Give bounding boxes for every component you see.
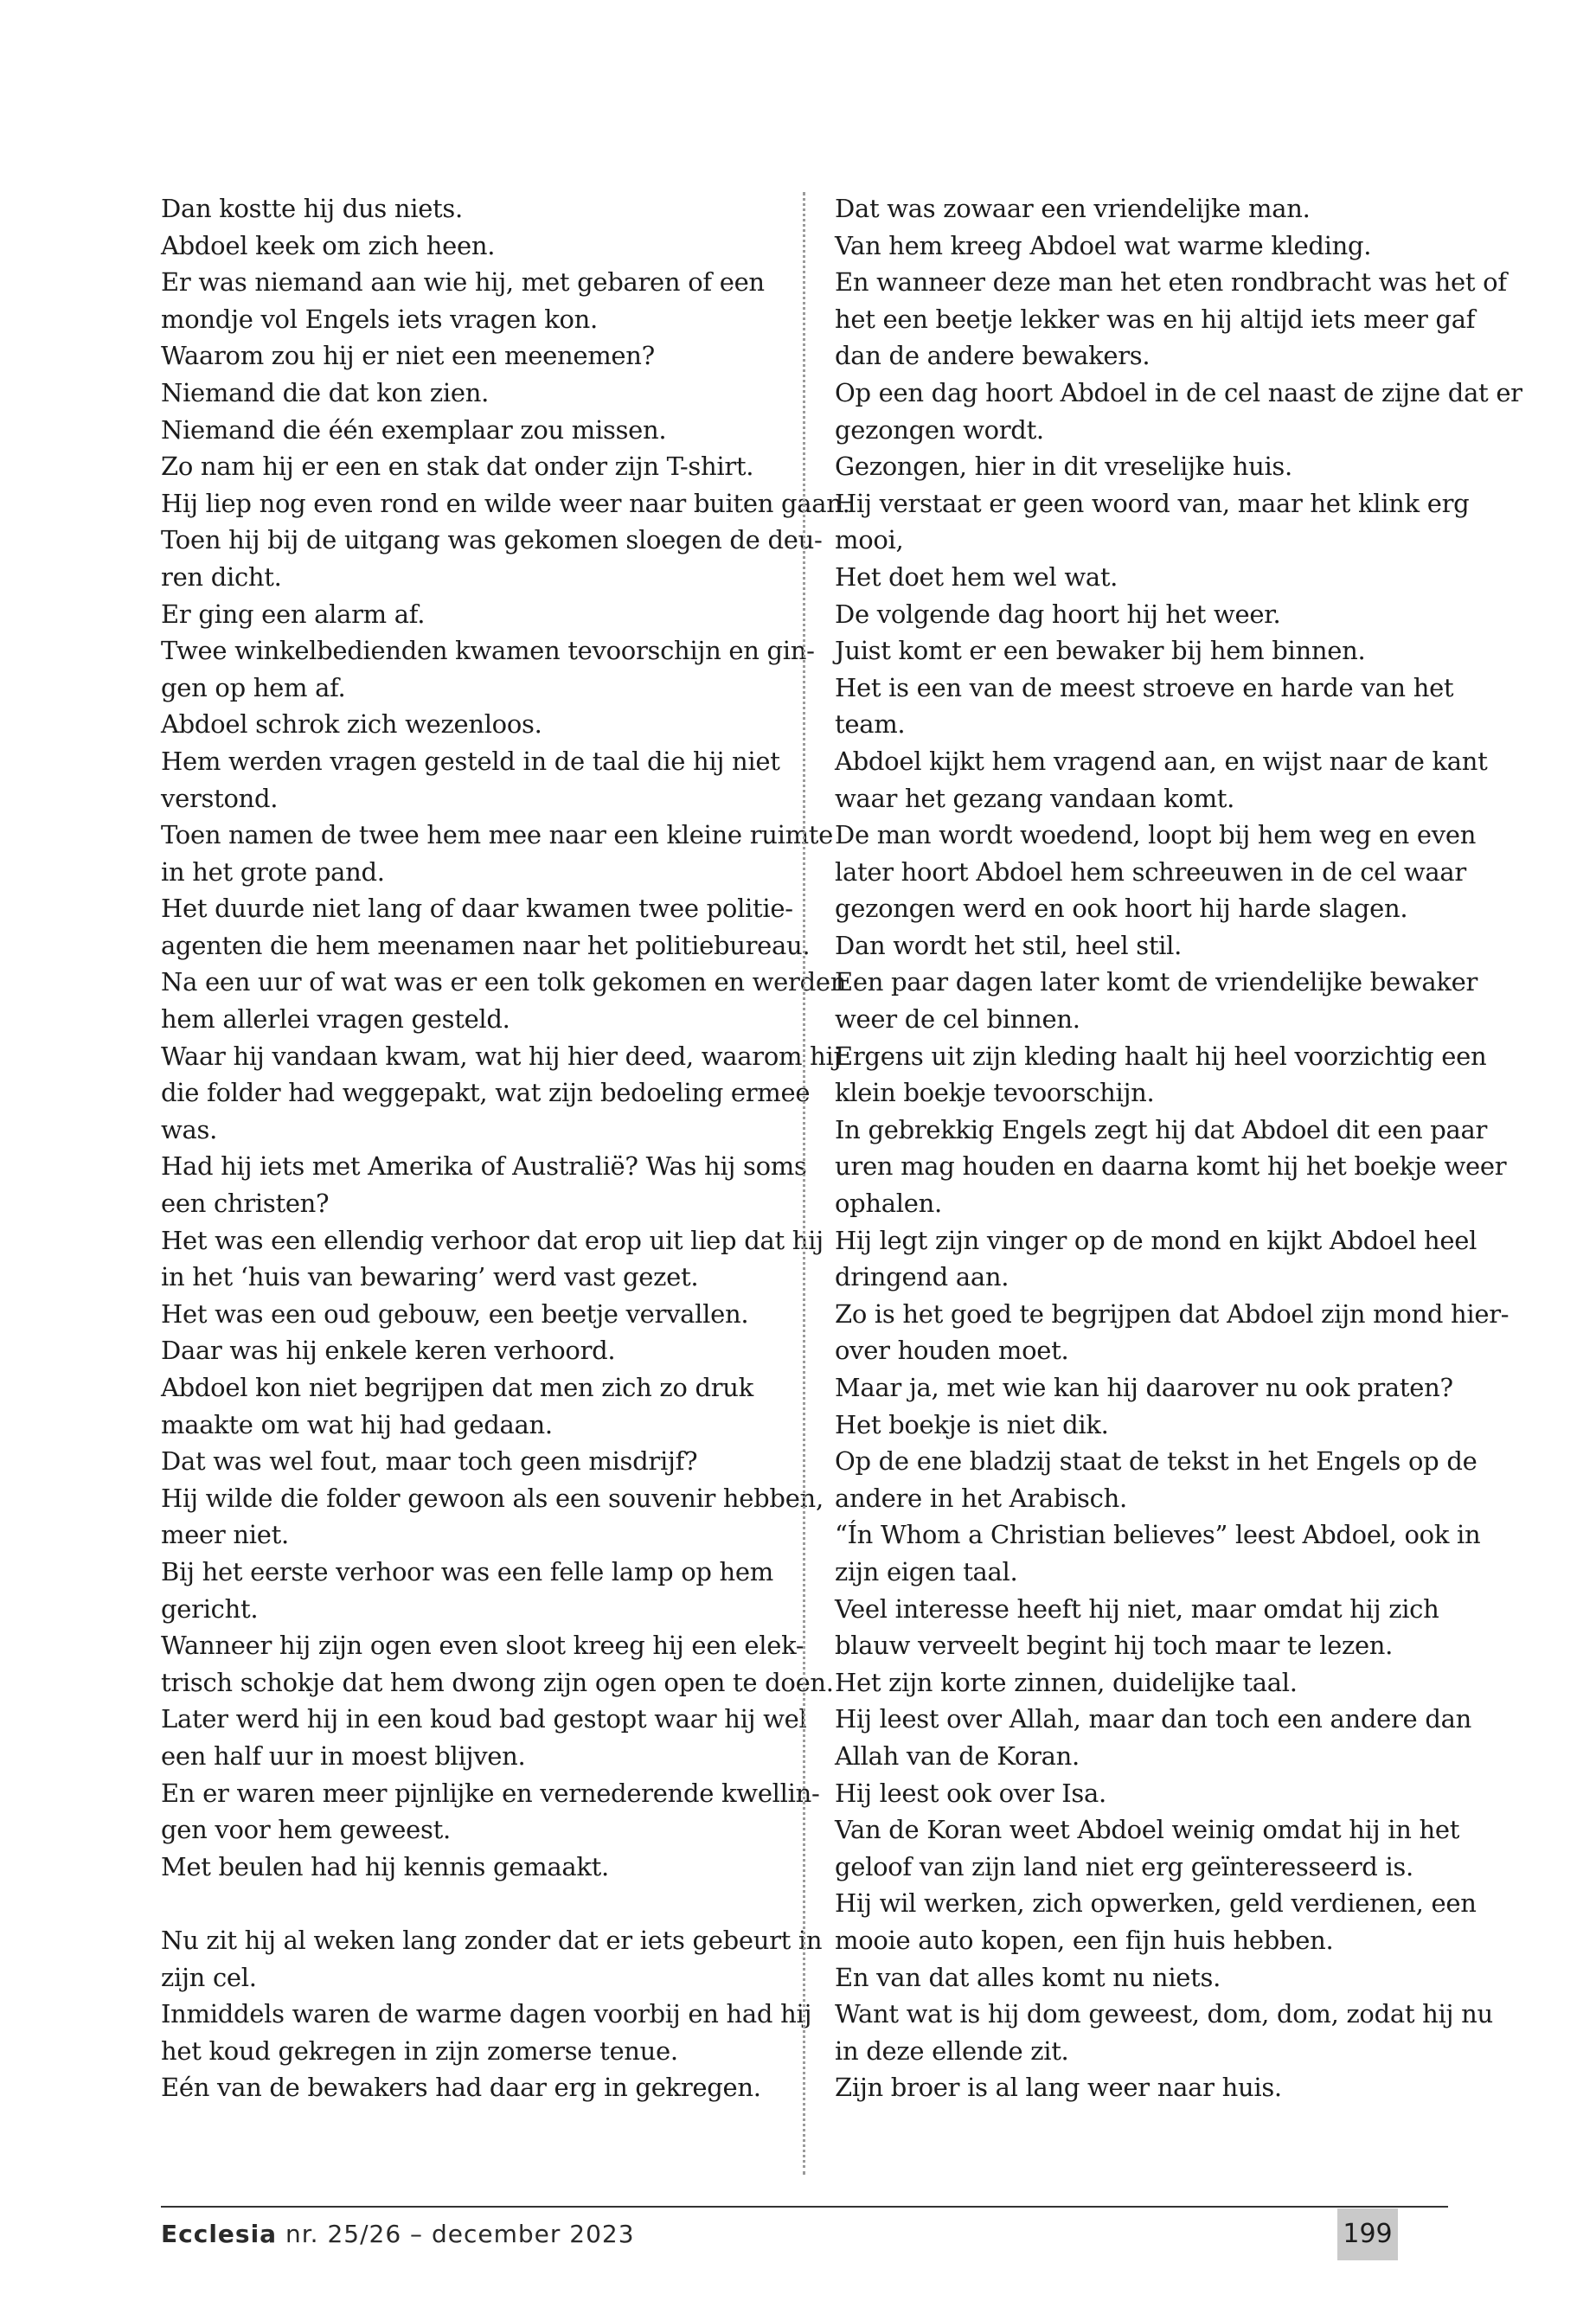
text-line: Op een dag hoort Abdoel in de cel naast de zijne dat er bbox=[835, 377, 1522, 407]
text-line: gezongen werd en ook hoort hij harde slagen. bbox=[835, 894, 1408, 924]
text-line: Twee winkelbedienden kwamen tevoorschijn en gin- bbox=[161, 636, 815, 666]
text-line: gen voor hem geweest. bbox=[161, 1815, 451, 1845]
text-line: Hij liep nog even rond en wilde weer naar buiten gaan. bbox=[161, 488, 850, 518]
text-line: Hij verstaat er geen woord van, maar het klink erg bbox=[835, 488, 1470, 518]
text-line: Dat was zowaar een vriendelijke man. bbox=[835, 194, 1311, 223]
text-line: Het boekje is niet dik. bbox=[835, 1409, 1109, 1439]
text-line: Dat was wel fout, maar toch geen misdrijf? bbox=[161, 1446, 698, 1477]
text-line: Toen hij bij de uitgang was gekomen sloegen de deu- bbox=[161, 525, 823, 555]
text-line: Gezongen, hier in dit vreselijke huis. bbox=[835, 452, 1292, 482]
text-line: Bij het eerste verhoor was een felle lamp op hem bbox=[161, 1556, 773, 1586]
text-line: Had hij iets met Amerika of Australië? Was hij soms bbox=[161, 1151, 807, 1182]
text-line: geloof van zijn land niet erg geïnteresseerd is. bbox=[835, 1851, 1413, 1881]
text-line: Niemand die één exemplaar zou missen. bbox=[161, 414, 667, 445]
text-line: De man wordt woedend, loopt bij hem weg en even bbox=[835, 820, 1477, 850]
text-line: uren mag houden en daarna komt hij het boekje weer bbox=[835, 1151, 1507, 1182]
text-line: Maar ja, met wie kan hij daarover nu ook praten? bbox=[835, 1373, 1453, 1402]
text-line: ophalen. bbox=[835, 1189, 942, 1219]
text-line: meer niet. bbox=[161, 1520, 289, 1550]
text-line: agenten die hem meenamen naar het politiebureau. bbox=[161, 930, 811, 960]
text-line: En van dat alles komt nu niets. bbox=[835, 1962, 1221, 1992]
text-line: Het was een ellendig verhoor dat erop uit liep dat hij bbox=[161, 1225, 824, 1255]
text-line: blauw verveelt begint hij toch maar te lezen. bbox=[835, 1631, 1394, 1661]
right-column bbox=[835, 190, 1522, 2106]
text-line: Het is een van de meest stroeve en harde van het bbox=[835, 672, 1454, 702]
journal-name: Ecclesia bbox=[161, 2220, 278, 2248]
text-line: over houden moet. bbox=[835, 1336, 1069, 1366]
text-line: “Ín Whom a Christian believes” leest Abdoel, ook in bbox=[835, 1520, 1481, 1550]
text-line: Zo is het goed te begrijpen dat Abdoel zijn mond hier- bbox=[835, 1298, 1509, 1329]
footer bbox=[161, 2220, 635, 2248]
text-line: Waarom zou hij er niet een meenemen? bbox=[161, 341, 655, 371]
text-line: Op de ene bladzij staat de tekst in het Engels op de bbox=[835, 1446, 1477, 1477]
text-line: weer de cel binnen. bbox=[835, 1004, 1080, 1035]
text-line: Hem werden vragen gesteld in de taal die hij niet bbox=[161, 746, 780, 776]
left-column bbox=[161, 190, 850, 2106]
text-line: dringend aan. bbox=[835, 1262, 1010, 1292]
text-line: Na een uur of wat was er een tolk gekomen en werden bbox=[161, 967, 847, 997]
text-line: Wanneer hij zijn ogen even sloot kreeg hij een elek- bbox=[161, 1631, 804, 1661]
text-line: Niemand die dat kon zien. bbox=[161, 377, 490, 407]
text-line: team. bbox=[835, 709, 906, 740]
column-divider bbox=[803, 192, 805, 2175]
text-line: Abdoel kijkt hem vragend aan, en wijst naar de kant bbox=[835, 746, 1488, 776]
text-line: Er ging een alarm af. bbox=[161, 599, 426, 629]
text-line: En wanneer deze man het eten rondbracht was het of bbox=[835, 267, 1507, 298]
text-line: een half uur in moest blijven. bbox=[161, 1740, 526, 1771]
text-line: Hij wilde die folder gewoon als een souvenir hebben, bbox=[161, 1483, 824, 1513]
text-line: Er was niemand aan wie hij, met gebaren of een bbox=[161, 267, 765, 298]
text-line: maakte om wat hij had gedaan. bbox=[161, 1409, 553, 1439]
text-line: Veel interesse heeft hij niet, maar omdat hij zich bbox=[835, 1593, 1439, 1624]
text-line: in het grote pand. bbox=[161, 856, 385, 887]
text-line: in deze ellende zit. bbox=[835, 2035, 1069, 2066]
text-line: dan de andere bewakers. bbox=[835, 341, 1151, 371]
text-line: ren dicht. bbox=[161, 561, 282, 592]
text-line: waar het gezang vandaan komt. bbox=[835, 783, 1235, 813]
text-line: Allah van de Koran. bbox=[835, 1740, 1080, 1771]
text-line: was. bbox=[161, 1114, 218, 1144]
text-line: Toen namen de twee hem mee naar een kleine ruimte bbox=[161, 820, 834, 850]
text-line: Nu zit hij al weken lang zonder dat er iets gebeurt in bbox=[161, 1925, 823, 1955]
text-line: Hij legt zijn vinger op de mond en kijkt Abdoel heel bbox=[835, 1225, 1477, 1255]
text-line: klein boekje tevoorschijn. bbox=[835, 1078, 1155, 1108]
text-line: Daar was hij enkele keren verhoord. bbox=[161, 1336, 616, 1366]
text-line: hem allerlei vragen gesteld. bbox=[161, 1004, 510, 1035]
text-line: Zijn broer is al lang weer naar huis. bbox=[835, 2073, 1282, 2103]
text-line: mooi, bbox=[835, 525, 904, 555]
text-line: Met beulen had hij kennis gemaakt. bbox=[161, 1851, 609, 1881]
text-line: zijn eigen taal. bbox=[835, 1556, 1018, 1586]
text-line: een christen? bbox=[161, 1189, 330, 1219]
text-line: Abdoel schrok zich wezenloos. bbox=[161, 709, 542, 740]
text-line: Waar hij vandaan kwam, wat hij hier deed, waarom hij bbox=[161, 1041, 842, 1071]
text-line: Inmiddels waren de warme dagen voorbij en had hij bbox=[161, 1999, 812, 2029]
text-line: Een paar dagen later komt de vriendelijke bewaker bbox=[835, 967, 1478, 997]
text-line: in het ‘huis van bewaring’ werd vast gezet. bbox=[161, 1262, 699, 1292]
text-line: Zo nam hij er een en stak dat onder zijn T-shirt. bbox=[161, 452, 754, 482]
text-line: Ergens uit zijn kleding haalt hij heel voorzichtig een bbox=[835, 1041, 1487, 1071]
text-line: Van de Koran weet Abdoel weinig omdat hij in het bbox=[835, 1815, 1460, 1845]
text-line: Hij leest over Allah, maar dan toch een andere dan bbox=[835, 1704, 1471, 1734]
text-line: In gebrekkig Engels zegt hij dat Abdoel dit een paar bbox=[835, 1114, 1488, 1144]
text-line: verstond. bbox=[161, 783, 279, 813]
text-line: gezongen wordt. bbox=[835, 414, 1044, 445]
text-line: Het was een oud gebouw, een beetje vervallen. bbox=[161, 1298, 749, 1329]
text-line: gericht. bbox=[161, 1593, 259, 1624]
text-line: Het doet hem wel wat. bbox=[835, 561, 1118, 592]
issue-info: nr. 25/26 – december 2023 bbox=[277, 2220, 635, 2248]
text-line: het koud gekregen in zijn zomerse tenue. bbox=[161, 2035, 678, 2066]
text-line: mooie auto kopen, een fijn huis hebben. bbox=[835, 1925, 1334, 1955]
text-line: Dan wordt het stil, heel stil. bbox=[835, 930, 1183, 960]
text-line: andere in het Arabisch. bbox=[835, 1483, 1127, 1513]
text-line: Hij wil werken, zich opwerken, geld verdienen, een bbox=[835, 1888, 1477, 1919]
text-line: Hij leest ook over Isa. bbox=[835, 1778, 1106, 1808]
text-line: het een beetje lekker was en hij altijd iets meer gaf bbox=[835, 304, 1476, 334]
text-line: Het zijn korte zinnen, duidelijke taal. bbox=[835, 1667, 1298, 1697]
text-line: zijn cel. bbox=[161, 1962, 257, 1992]
text-line: Van hem kreeg Abdoel wat warme kleding. bbox=[835, 230, 1372, 260]
text-line: Want wat is hij dom geweest, dom, dom, zodat hij nu bbox=[835, 1999, 1493, 2029]
text-line: Het duurde niet lang of daar kwamen twee politie- bbox=[161, 894, 793, 924]
page-number: 199 bbox=[1337, 2208, 1398, 2260]
text-line: die folder had weggepakt, wat zijn bedoeling ermee bbox=[161, 1078, 811, 1108]
text-line: later hoort Abdoel hem schreeuwen in de cel waar bbox=[835, 856, 1466, 887]
text-line: Eén van de bewakers had daar erg in gekregen. bbox=[161, 2073, 761, 2103]
text-line: trisch schokje dat hem dwong zijn ogen open te doen. bbox=[161, 1667, 834, 1697]
footer-rule bbox=[161, 2206, 1448, 2208]
text-line: mondje vol Engels iets vragen kon. bbox=[161, 304, 598, 334]
text-line: Later werd hij in een koud bad gestopt waar hij wel bbox=[161, 1704, 807, 1734]
text-line: De volgende dag hoort hij het weer. bbox=[835, 599, 1281, 629]
text-line: Dan kostte hij dus niets. bbox=[161, 194, 463, 223]
text-line: Abdoel keek om zich heen. bbox=[161, 230, 496, 260]
text-line: En er waren meer pijnlijke en vernederende kwellin- bbox=[161, 1778, 820, 1808]
text-line: Abdoel kon niet begrijpen dat men zich zo druk bbox=[161, 1373, 753, 1402]
text-line: Juist komt er een bewaker bij hem binnen. bbox=[835, 636, 1366, 666]
text-line: gen op hem af. bbox=[161, 672, 346, 702]
text-line bbox=[161, 1885, 773, 1922]
